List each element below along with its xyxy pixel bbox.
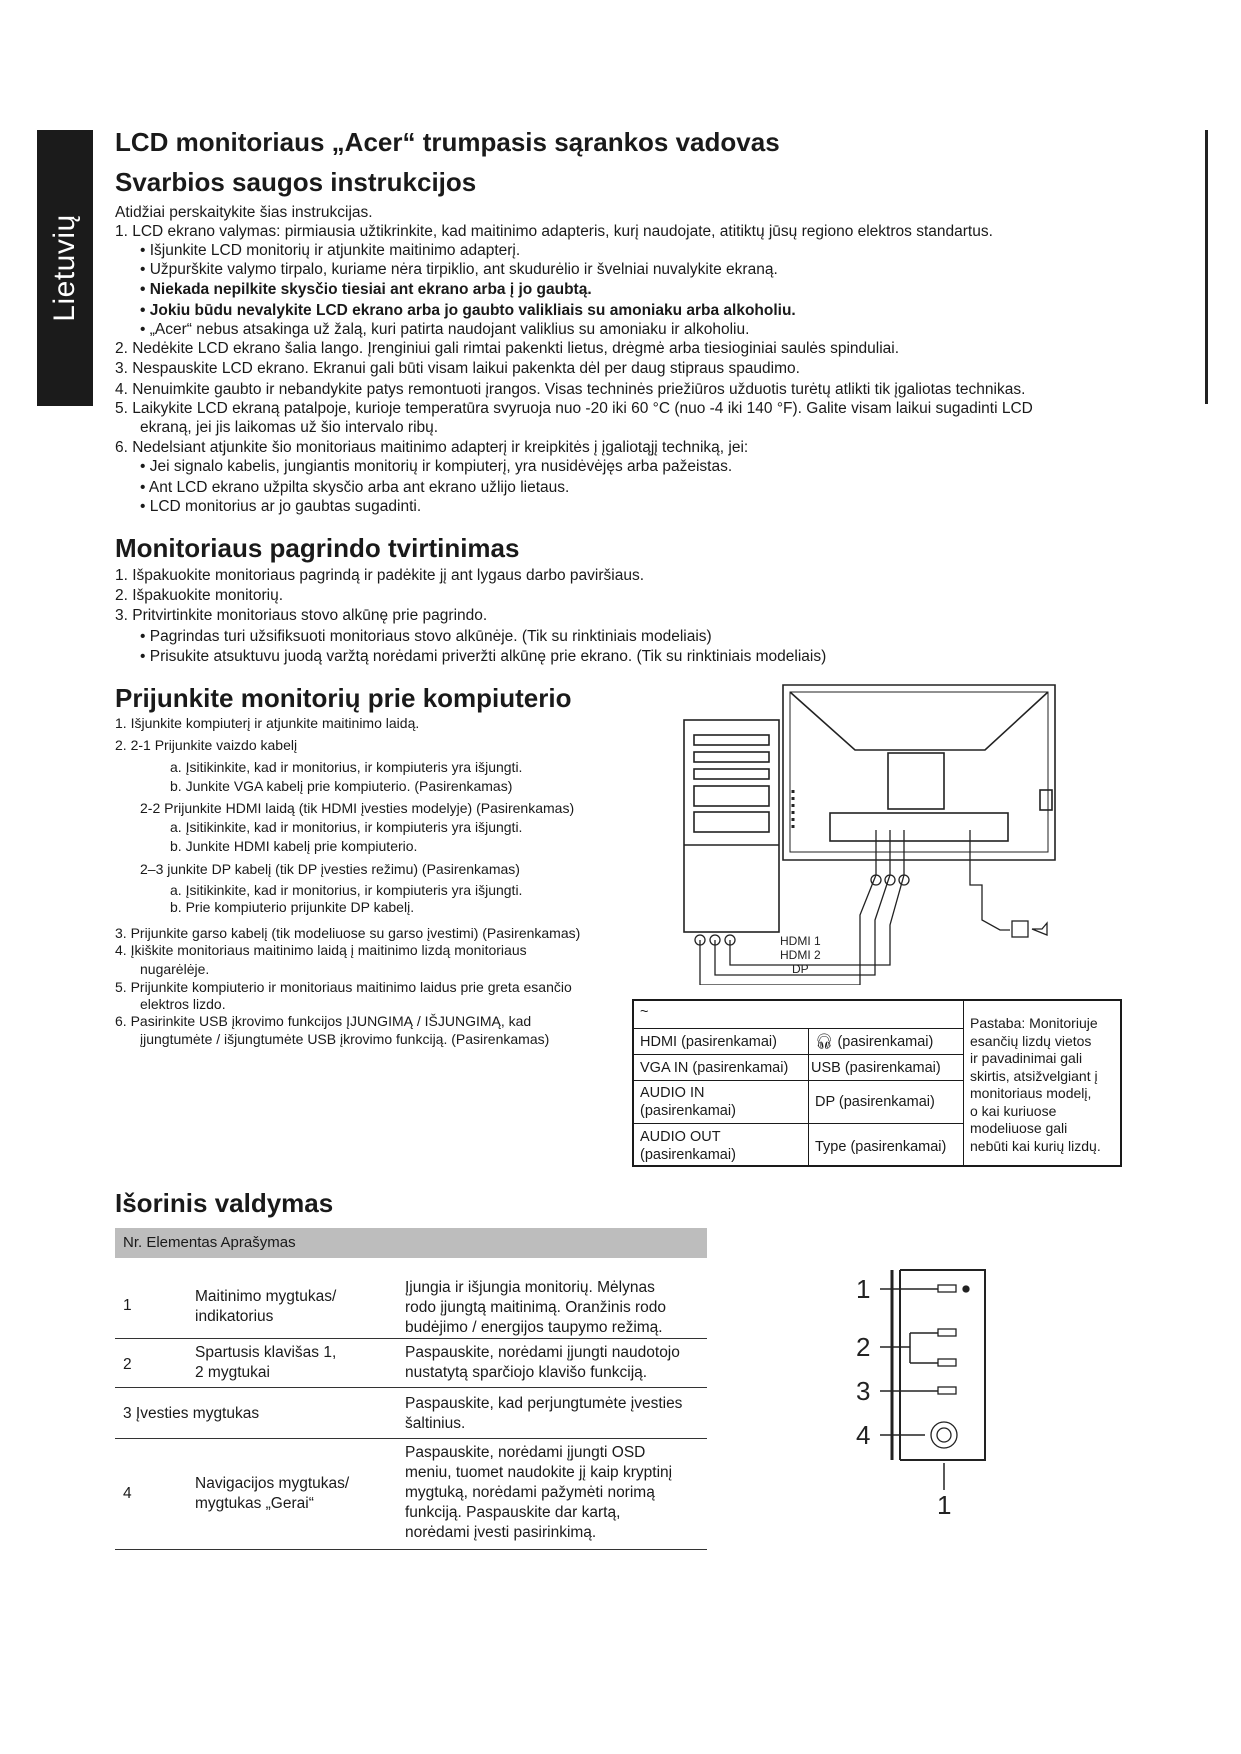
row-nr: 1 bbox=[123, 1297, 132, 1314]
table-row bbox=[115, 1339, 707, 1388]
port-headphone-label: (pasirenkamai) bbox=[837, 1034, 934, 1050]
port-audio-out-opt: (pasirenkamai) bbox=[640, 1147, 736, 1163]
safety-condition-3: • LCD monitorius ar jo gaubtas sugadinti. bbox=[140, 498, 422, 515]
connect-step-4: 4. Įkiškite monitoriaus maitinimo laidą į maitinimo lizdą monitoriaus bbox=[115, 942, 527, 958]
controls-table bbox=[115, 1228, 707, 1550]
connect-step-2-1a: a. Įsitikinkite, kad ir monitorius, ir kompiuteris yra išjungti. bbox=[170, 759, 523, 775]
row-element bbox=[195, 1287, 336, 1327]
connect-step-2-2b: b. Junkite HDMI kabelį prie kompiuterio. bbox=[170, 838, 418, 854]
connection-diagram bbox=[680, 680, 1120, 985]
row-desc-line: šaltinius. bbox=[405, 1415, 466, 1432]
connect-step-2-3b: b. Prie kompiuterio prijunkite DP kabelį. bbox=[170, 899, 415, 915]
port-dp: DP (pasirenkamai) bbox=[809, 1081, 964, 1124]
button-label-indicator: 1 bbox=[937, 1490, 952, 1520]
safety-item-2: 2. Nedėkite LCD ekrano šalia lango. Įrenginiui gali rimtai pakenkti lietus, drėgmė arba tiesioginiai saulės spinduliai. bbox=[115, 340, 900, 357]
row-element-line: Navigacijos mygtukas/ bbox=[195, 1475, 350, 1492]
row-element-line: Maitinimo mygtukas/ bbox=[195, 1288, 337, 1305]
navigation-button-center bbox=[937, 1428, 951, 1442]
note-line: esančių lizdų vietos bbox=[970, 1032, 1092, 1049]
row-desc-line: Įjungia ir išjungia monitorių. Mėlynas bbox=[405, 1279, 655, 1296]
buttons-diagram bbox=[850, 1265, 1000, 1525]
row-desc-line: rodo įjungtą maitinimą. Oranžinis rodo bbox=[405, 1299, 667, 1316]
port-table-top-symbol: ~ bbox=[640, 1004, 649, 1020]
connect-step-4-cont: nugarėlėje. bbox=[140, 961, 210, 977]
port-usb: USB (pasirenkamai) bbox=[809, 1055, 964, 1081]
headphone-icon: 🎧︎ bbox=[815, 1034, 838, 1050]
row-desc-line: funkciją. Paspauskite dar kartą, bbox=[405, 1504, 621, 1521]
power-cable bbox=[970, 830, 1047, 937]
port-table-top bbox=[634, 1001, 964, 1029]
external-heading: Išorinis valdymas bbox=[115, 1188, 334, 1218]
note-line: modeliuose gali bbox=[970, 1120, 1068, 1136]
port-audio-in-opt: (pasirenkamai) bbox=[640, 1103, 736, 1119]
label-hdmi2: HDMI 2 bbox=[780, 948, 821, 962]
note-line: ir pavadinimai gali bbox=[970, 1050, 1083, 1066]
safety-intro: Atidžiai perskaitykite šias instrukcijas. bbox=[115, 204, 373, 221]
row-element-line: mygtukas „Gerai“ bbox=[195, 1495, 314, 1512]
base-heading: Monitoriaus pagrindo tvirtinimas bbox=[115, 533, 520, 563]
connect-step-2-2a: a. Įsitikinkite, kad ir monitorius, ir kompiuteris yra išjungti. bbox=[170, 819, 523, 835]
row-desc-line: budėjimo / energijos taupymo režimą. bbox=[405, 1319, 663, 1336]
right-margin-rule bbox=[1205, 130, 1208, 404]
button-label-3: 3 bbox=[856, 1376, 871, 1406]
safety-condition-1: • Jei signalo kabelis, jungiantis monitorių ir kompiuterį, yra nusidėvėjęs arba pažeistas. bbox=[140, 458, 733, 475]
row-element-line: indikatorius bbox=[195, 1308, 274, 1325]
safety-item-5: 5. Laikykite LCD ekraną patalpoje, kurioje temperatūra svyruoja nuo -20 iki 60 °C (nuo -4 iki 140 °F). Galite visam laikui sugadinti LCD bbox=[115, 400, 1033, 417]
safety-item-6: 6. Nedelsiant atjunkite šio monitoriaus maitinimo adapterį ir kreipkitės į įgaliotąjį techniką, jei: bbox=[115, 439, 749, 456]
row-element-line: Spartusis klavišas 1, bbox=[195, 1344, 337, 1361]
row-desc bbox=[405, 1443, 705, 1543]
button-shapes bbox=[931, 1285, 969, 1448]
controls-table-header: Nr. Elementas Aprašymas bbox=[115, 1228, 707, 1258]
row-nr: 2 bbox=[123, 1356, 132, 1373]
port-audio-out bbox=[634, 1124, 809, 1167]
button-label-4: 4 bbox=[856, 1420, 871, 1450]
table-row bbox=[115, 1278, 707, 1339]
table-row bbox=[115, 1388, 707, 1439]
note-line: monitoriaus modelį, bbox=[970, 1085, 1092, 1101]
base-bullet-1: • Pagrindas turi užsifiksuoti monitoriaus stovo alkūnėje. (Tik su rinktiniais modeliais) bbox=[140, 628, 712, 645]
note-line: skirtis, atsižvelgiant į bbox=[970, 1067, 1098, 1084]
connect-step-5: 5. Prijunkite kompiuterio ir monitoriaus maitinimo laidus prie greta esančio bbox=[115, 979, 572, 995]
label-hdmi1: HDMI 1 bbox=[780, 934, 821, 948]
port-headphone bbox=[809, 1029, 964, 1055]
port-hdmi: HDMI (pasirenkamai) bbox=[634, 1029, 809, 1055]
safety-item-3: 3. Nespauskite LCD ekrano. Ekranui gali būti visam laikui pakenkta dėl per daug stipraus spaudimo. bbox=[115, 360, 800, 377]
monitor-back-icon bbox=[783, 685, 1055, 860]
row-desc-line: Paspauskite, norėdami įjungti OSD bbox=[405, 1444, 646, 1461]
connect-step-3: 3. Prijunkite garso kabelį (tik modeliuose su garso įvestimi) (Pasirenkamas) bbox=[115, 925, 581, 941]
base-step-2: 2. Išpakuokite monitorių. bbox=[115, 587, 284, 604]
button-label-1: 1 bbox=[856, 1274, 871, 1304]
hotkey-2-shape bbox=[938, 1359, 956, 1366]
connect-step-2-3: 2–3 junkite DP kabelį (tik DP įvesties režimu) (Pasirenkamas) bbox=[140, 861, 520, 877]
note-line: o kai kuriuose bbox=[970, 1102, 1057, 1119]
safety-item-4: 4. Nenuimkite gaubto ir nebandykite patys remontuoti įrangos. Visas techninės priežiūros užduotis turėtų atlikti tik įgaliotas technikas. bbox=[115, 381, 1026, 398]
connect-heading: Prijunkite monitorių prie kompiuterio bbox=[115, 683, 572, 713]
input-button-shape bbox=[938, 1387, 956, 1394]
row-desc bbox=[405, 1394, 705, 1434]
safety-bullet-1: • Išjunkite LCD monitorių ir atjunkite maitinimo adapterį. bbox=[140, 242, 521, 259]
connect-step-2: 2. 2-1 Prijunkite vaizdo kabelį bbox=[115, 737, 298, 753]
connect-step-6: 6. Pasirinkite USB įkrovimo funkcijos ĮJUNGIMĄ / IŠJUNGIMĄ, kad bbox=[115, 1013, 532, 1029]
row-element bbox=[195, 1343, 336, 1383]
row-desc-line: Paspauskite, norėdami įjungti naudotojo bbox=[405, 1344, 680, 1361]
row-nr: 4 bbox=[123, 1485, 132, 1502]
pc-tower-icon bbox=[684, 720, 779, 932]
port-table bbox=[632, 999, 1122, 1167]
row-element-line: 2 mygtukai bbox=[195, 1364, 270, 1381]
row-desc bbox=[405, 1343, 705, 1383]
safety-bullet-2: • Užpurškite valymo tirpalo, kuriame nėra tirpiklio, ant skudurėlio ir švelniai nuvalykite ekraną. bbox=[140, 261, 778, 278]
row-desc-line: meniu, tuomet naudokite jį kaip kryptinį bbox=[405, 1464, 673, 1481]
row-nr: 3 Įvesties mygtukas bbox=[123, 1405, 260, 1422]
connect-step-2-2: 2-2 Prijunkite HDMI laidą (tik HDMI įvesties modelyje) (Pasirenkamas) bbox=[140, 800, 575, 816]
language-side-tab bbox=[37, 130, 93, 406]
connect-step-6-cont: įjungtumėte / išjungtumėte USB įkrovimo funkciją. (Pasirenkamas) bbox=[140, 1031, 550, 1047]
hotkey-1-shape bbox=[938, 1329, 956, 1336]
port-audio-in-label: AUDIO IN bbox=[640, 1085, 705, 1101]
note-line: Pastaba: Monitoriuje bbox=[970, 1015, 1098, 1031]
connect-step-5-cont: elektros lizdo. bbox=[140, 996, 226, 1012]
document-title: LCD monitoriaus „Acer“ trumpasis sąrankos vadovas bbox=[115, 127, 780, 157]
port-vga: VGA IN (pasirenkamai) bbox=[634, 1055, 809, 1081]
port-audio-out-label: AUDIO OUT bbox=[640, 1129, 721, 1145]
port-audio-in bbox=[634, 1081, 809, 1124]
safety-condition-2: • Ant LCD ekrano užpilta skysčio arba ant ekrano užlijo lietaus. bbox=[140, 479, 570, 496]
note-line: nebūti kai kurių lizdų. bbox=[970, 1137, 1101, 1154]
base-bullet-2: • Prisukite atsuktuvu juodą varžtą norėdami priveržti alkūnę prie ekrano. (Tik su rinktiniais modeliais) bbox=[140, 648, 827, 665]
table-row bbox=[115, 1439, 707, 1550]
safety-heading: Svarbios saugos instrukcijos bbox=[115, 167, 477, 197]
label-dp: DP bbox=[792, 962, 809, 976]
row-element bbox=[195, 1474, 349, 1514]
row-desc bbox=[405, 1278, 705, 1338]
row-desc-line: Paspauskite, kad perjungtumėte įvesties bbox=[405, 1395, 683, 1412]
row-desc-line: norėdami įvesti pasirinkimą. bbox=[405, 1524, 597, 1541]
power-button-shape bbox=[938, 1285, 956, 1292]
row-desc-line: mygtuką, norėdami pažymėti norimą bbox=[405, 1484, 655, 1501]
button-label-2: 2 bbox=[856, 1332, 871, 1362]
port-type: Type (pasirenkamai) bbox=[809, 1124, 964, 1167]
connect-step-1: 1. Išjunkite kompiuterį ir atjunkite maitinimo laidą. bbox=[115, 715, 420, 731]
power-indicator-dot bbox=[963, 1286, 969, 1292]
row-desc-line: nustatytą sparčiojo klavišo funkciją. bbox=[405, 1364, 648, 1381]
safety-item-5-cont: ekraną, jei jis laikomas už šio intervalo ribų. bbox=[140, 419, 439, 436]
safety-bullet-4: • Jokiu būdu nevalykite LCD ekrano arba jo gaubto valikliais su amoniaku arba alkoholiu. bbox=[140, 302, 796, 319]
connect-step-2-1b: b. Junkite VGA kabelį prie kompiuterio. (Pasirenkamas) bbox=[170, 778, 513, 794]
connect-step-2-3a: a. Įsitikinkite, kad ir monitorius, ir kompiuteris yra išjungti. bbox=[170, 882, 523, 898]
base-step-3: 3. Pritvirtinkite monitoriaus stovo alkūnę prie pagrindo. bbox=[115, 607, 488, 624]
safety-item-1: 1. LCD ekrano valymas: pirmiausia užtikrinkite, kad maitinimo adapteris, kurį naudojate, atitiktų jūsų regiono elektros standartus. bbox=[115, 223, 993, 240]
base-step-1: 1. Išpakuokite monitoriaus pagrindą ir padėkite jį ant lygaus darbo paviršiaus. bbox=[115, 567, 645, 584]
safety-bullet-3: • Niekada nepilkite skysčio tiesiai ant ekrano arba į jo gaubtą. bbox=[140, 281, 592, 298]
safety-bullet-5: • „Acer“ nebus atsakinga už žalą, kuri patirta naudojant valiklius su amoniaku ir alkoholiu. bbox=[140, 321, 750, 338]
port-table-note bbox=[964, 1013, 1120, 1163]
language-label: Lietuvių bbox=[48, 214, 81, 322]
